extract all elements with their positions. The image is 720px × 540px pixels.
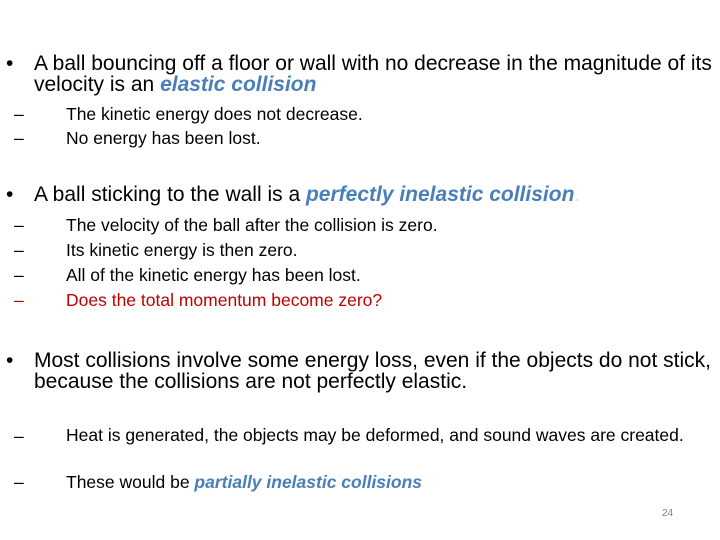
bullet-2-sub-2-text: Its kinetic energy is then zero. [66, 240, 298, 260]
bullet-3-sub-emphasis: partially inelastic collisions [194, 472, 423, 492]
bullet-1 [6, 53, 718, 95]
dash-marker: – [14, 472, 24, 492]
bullet-2-text-main: A ball sticking to the wall is a [34, 183, 306, 206]
dash-marker: – [14, 265, 24, 285]
bullet-2-sub-2 [14, 240, 704, 260]
bullet-2-sub-3-text: All of the kinetic energy has been lost. [66, 265, 361, 285]
dash-marker: – [14, 426, 24, 446]
bullet-3-sub-2-main: These would be [66, 472, 195, 492]
dash-marker: – [14, 104, 24, 124]
bullet-1-emphasis: elastic collision [160, 73, 317, 96]
bullet-3-sub-2 [14, 472, 704, 492]
bullet-2 [6, 184, 718, 205]
page-number: 24 [662, 508, 674, 519]
bullet-2-text [34, 184, 718, 205]
bullet-2-sub-1-text: The velocity of the ball after the collision is zero. [66, 215, 438, 235]
bullet-marker: • [6, 183, 14, 206]
bullet-2-text-after: . [574, 183, 581, 206]
bullet-2-sub-4 [14, 290, 704, 310]
bullet-2-sub-3 [14, 265, 704, 285]
bullet-1-sub-1 [14, 104, 704, 124]
bullet-1-text-main: A ball bouncing off a floor or wall with no decrease in the magnitude of its velocity is an [34, 52, 712, 96]
dash-marker: – [14, 128, 24, 148]
bullet-marker: • [6, 52, 14, 75]
bullet-2-emphasis: perfectly inelastic collision [305, 183, 575, 206]
bullet-3-text: Most collisions involve some energy loss, even if the objects do not stick, because the collisions are not perfectly elastic. [34, 349, 711, 393]
dash-marker: – [14, 290, 24, 310]
bullet-3-sub-2-text [66, 472, 704, 492]
bullet-3 [6, 350, 718, 392]
dash-marker: – [14, 215, 24, 235]
bullet-3-sub-1 [14, 426, 704, 445]
bullet-1-sub-1-text: The kinetic energy does not decrease. [66, 104, 363, 124]
bullet-1-sub-2-text: No energy has been lost. [66, 128, 261, 148]
bullet-1-text [34, 53, 718, 95]
bullet-1-sub-2 [14, 128, 704, 148]
dash-marker: – [14, 240, 24, 260]
bullet-3-sub-1-text: Heat is generated, the objects may be deformed, and sound waves are created. [66, 425, 684, 445]
bullet-marker: • [6, 349, 14, 372]
bullet-2-question-text: Does the total momentum become zero? [66, 290, 383, 310]
bullet-2-sub-1 [14, 215, 704, 235]
